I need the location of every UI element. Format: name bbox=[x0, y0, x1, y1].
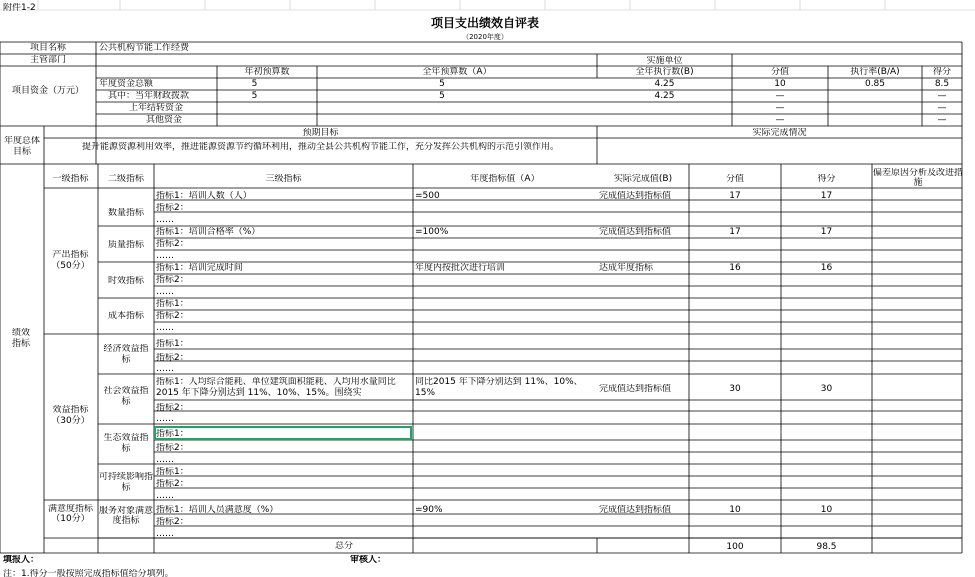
actual-cell[interactable]: 完成值达到指标值 bbox=[599, 227, 672, 237]
indicator-cell[interactable]: 指标2： bbox=[156, 479, 189, 489]
l2-quantity: 数量指标 bbox=[107, 208, 144, 218]
year-label: （2020年度） bbox=[462, 33, 508, 41]
col-score: 得分 bbox=[932, 67, 951, 77]
funds-label: 项目资金（万元） bbox=[11, 86, 84, 96]
indicator-cell[interactable]: …… bbox=[156, 215, 174, 225]
target-cell[interactable]: =500 bbox=[415, 191, 440, 201]
col-l3: 三级指标 bbox=[265, 174, 302, 184]
filler-label: 填报人： bbox=[3, 555, 40, 565]
l2-service: 服务对象满意度指标 bbox=[99, 506, 153, 526]
col-remark: 偏差原因分析及改进措施 bbox=[872, 168, 963, 188]
fund-cell[interactable]: 5 bbox=[439, 91, 445, 101]
target-cell[interactable]: 同比2015 年下降分别达到 11%、10%、15% bbox=[415, 377, 583, 398]
col-initial-budget: 年初预算数 bbox=[244, 67, 290, 77]
indicator-cell[interactable]: 指标1：培训人数（人） bbox=[156, 191, 252, 201]
project-name-value[interactable]: 公共机构节能工作经费 bbox=[99, 43, 190, 53]
indicator-cell[interactable]: 指标2： bbox=[156, 203, 189, 213]
indicator-cell[interactable]: …… bbox=[156, 323, 174, 333]
fund-cell[interactable]: 10 bbox=[774, 79, 786, 89]
score-cell[interactable]: 17 bbox=[820, 191, 833, 201]
indicator-cell[interactable]: 指标2： bbox=[156, 353, 189, 363]
fund-cell[interactable]: 8.5 bbox=[934, 79, 950, 89]
page-title: 项目支出绩效自评表 bbox=[430, 16, 539, 30]
sheet-tab-label: 附件1-2 bbox=[3, 3, 36, 13]
total-score-value[interactable]: 100 bbox=[726, 542, 744, 552]
overall-goal-label: 年度总体目标 bbox=[3, 136, 40, 157]
fund-row-label: 其他资金 bbox=[146, 115, 183, 125]
footnote: 注：1.得分一般按照完成指标值给分填列。 bbox=[3, 569, 174, 577]
indicator-cell[interactable]: 指标2： bbox=[156, 239, 189, 249]
expected-goal-label: 预期目标 bbox=[302, 128, 339, 138]
l2-economic: 经济效益指标 bbox=[103, 344, 149, 365]
l1-output: 产出指标（50分） bbox=[51, 250, 90, 271]
indicator-cell[interactable]: 指标2： bbox=[156, 443, 189, 453]
l1-satisfaction: 满意度指标（10分） bbox=[48, 504, 93, 524]
fund-cell[interactable]: 5 bbox=[251, 79, 258, 89]
l1-benefit: 效益指标（30分） bbox=[51, 405, 90, 426]
project-name-label: 项目名称 bbox=[29, 43, 66, 53]
fund-cell[interactable]: — bbox=[775, 103, 785, 113]
actual-status-label: 实际完成情况 bbox=[752, 128, 807, 138]
indicator-cell[interactable]: 指标2： bbox=[156, 403, 189, 413]
indicator-cell[interactable]: 指标2： bbox=[156, 311, 189, 321]
col-score-value: 分值 bbox=[725, 174, 744, 184]
indicator-cell[interactable]: 指标1：人均综合能耗、单位建筑面积能耗、人均用水量同比2015 年下降分别达到 11%、10%、15%。围绕实 bbox=[156, 377, 396, 398]
fund-cell[interactable]: 0.85 bbox=[864, 79, 886, 89]
fund-cell[interactable]: — bbox=[775, 115, 785, 125]
fund-cell[interactable]: 5 bbox=[439, 79, 445, 89]
total-score[interactable]: 98.5 bbox=[816, 542, 837, 552]
actual-cell[interactable]: 完成值达到指标值 bbox=[599, 191, 672, 201]
score-value-cell[interactable]: 17 bbox=[729, 191, 741, 201]
actual-cell[interactable]: 达成年度指标 bbox=[599, 263, 654, 273]
fund-cell[interactable]: 4.25 bbox=[654, 91, 675, 101]
col-annual-budget: 全年预算数（A） bbox=[422, 67, 492, 77]
metrics-side-label: 绩效指标 bbox=[12, 328, 30, 349]
indicator-cell[interactable]: 指标2： bbox=[156, 275, 189, 285]
col-exec-rate: 执行率(B/A) bbox=[850, 67, 900, 77]
fund-row-label: 其中：当年财政拨款 bbox=[108, 91, 190, 101]
total-label: 总分 bbox=[334, 541, 353, 551]
fund-cell[interactable]: — bbox=[775, 91, 785, 101]
active-cell-selection[interactable] bbox=[154, 426, 412, 440]
indicator-cell[interactable]: …… bbox=[156, 251, 174, 261]
indicator-cell[interactable]: …… bbox=[156, 364, 174, 374]
fund-cell[interactable]: — bbox=[937, 115, 947, 125]
l2-sustain: 可持续影响指标 bbox=[99, 472, 153, 493]
indicator-cell[interactable]: …… bbox=[156, 287, 174, 297]
score-value-cell[interactable]: 30 bbox=[729, 384, 741, 394]
reviewer-label: 审核人： bbox=[350, 555, 387, 565]
actual-cell[interactable]: 完成值达到指标值 bbox=[599, 384, 672, 394]
fund-cell[interactable]: 4.25 bbox=[654, 79, 675, 89]
col-target: 年度指标值（A） bbox=[470, 174, 540, 184]
indicator-cell[interactable]: …… bbox=[156, 455, 174, 465]
indicator-cell[interactable]: 指标1： bbox=[156, 467, 189, 477]
indicator-cell[interactable]: 指标1： bbox=[156, 299, 189, 309]
indicator-cell[interactable]: 指标1：培训合格率（%） bbox=[156, 227, 261, 237]
col-score-value: 分值 bbox=[770, 67, 789, 77]
score-cell[interactable]: 10 bbox=[820, 505, 833, 515]
l2-quality: 质量指标 bbox=[107, 240, 144, 250]
score-cell[interactable]: 17 bbox=[820, 227, 833, 237]
fund-cell[interactable]: — bbox=[937, 91, 947, 101]
target-cell[interactable]: =100% bbox=[415, 227, 449, 237]
score-cell[interactable]: 16 bbox=[820, 263, 833, 273]
score-value-cell[interactable]: 17 bbox=[729, 227, 741, 237]
score-value-cell[interactable]: 10 bbox=[729, 505, 741, 515]
fund-row-label: 年度资金总额 bbox=[99, 79, 154, 89]
target-cell[interactable]: =90% bbox=[415, 505, 443, 515]
col-l2: 二级指标 bbox=[107, 174, 144, 184]
dept-label: 主管部门 bbox=[29, 55, 66, 65]
score-cell[interactable]: 30 bbox=[820, 384, 833, 394]
indicator-cell[interactable]: 指标2： bbox=[156, 517, 189, 527]
indicator-cell[interactable]: 指标1： bbox=[156, 429, 189, 439]
actual-cell[interactable]: 完成值达到指标值 bbox=[599, 505, 672, 515]
fund-cell[interactable]: 5 bbox=[251, 91, 258, 101]
col-actual: 实际完成值(B) bbox=[613, 174, 673, 184]
col-l1: 一级指标 bbox=[52, 174, 89, 184]
indicator-cell[interactable]: 指标1：培训人员满意度（%） bbox=[156, 505, 279, 515]
target-cell[interactable]: 年度内按批次进行培训 bbox=[415, 263, 506, 273]
col-score: 得分 bbox=[817, 174, 836, 184]
indicator-cell[interactable]: …… bbox=[156, 529, 174, 539]
indicator-cell[interactable]: …… bbox=[156, 491, 174, 501]
indicator-cell[interactable]: 指标1：培训完成时间 bbox=[156, 263, 243, 273]
fund-cell[interactable]: — bbox=[937, 103, 947, 113]
l2-eco: 生态效益指标 bbox=[103, 433, 149, 454]
impl-unit-label: 实施单位 bbox=[646, 56, 683, 66]
col-annual-exec: 全年执行数(B) bbox=[635, 67, 694, 77]
l2-social: 社会效益指标 bbox=[103, 386, 149, 407]
indicator-cell[interactable]: 指标1： bbox=[156, 339, 189, 349]
l2-timeliness: 时效指标 bbox=[107, 276, 144, 286]
l2-cost: 成本指标 bbox=[107, 311, 144, 321]
expected-goal-text[interactable]: 提升能源资源利用效率，推进能源资源节约循环利用，推动全县公共机构节能工作，充分发挥公共机构的示范引领作用。 bbox=[81, 142, 559, 152]
score-value-cell[interactable]: 16 bbox=[729, 263, 741, 273]
indicator-cell[interactable]: …… bbox=[156, 414, 174, 424]
fund-row-label: 上年结转资金 bbox=[129, 103, 184, 113]
